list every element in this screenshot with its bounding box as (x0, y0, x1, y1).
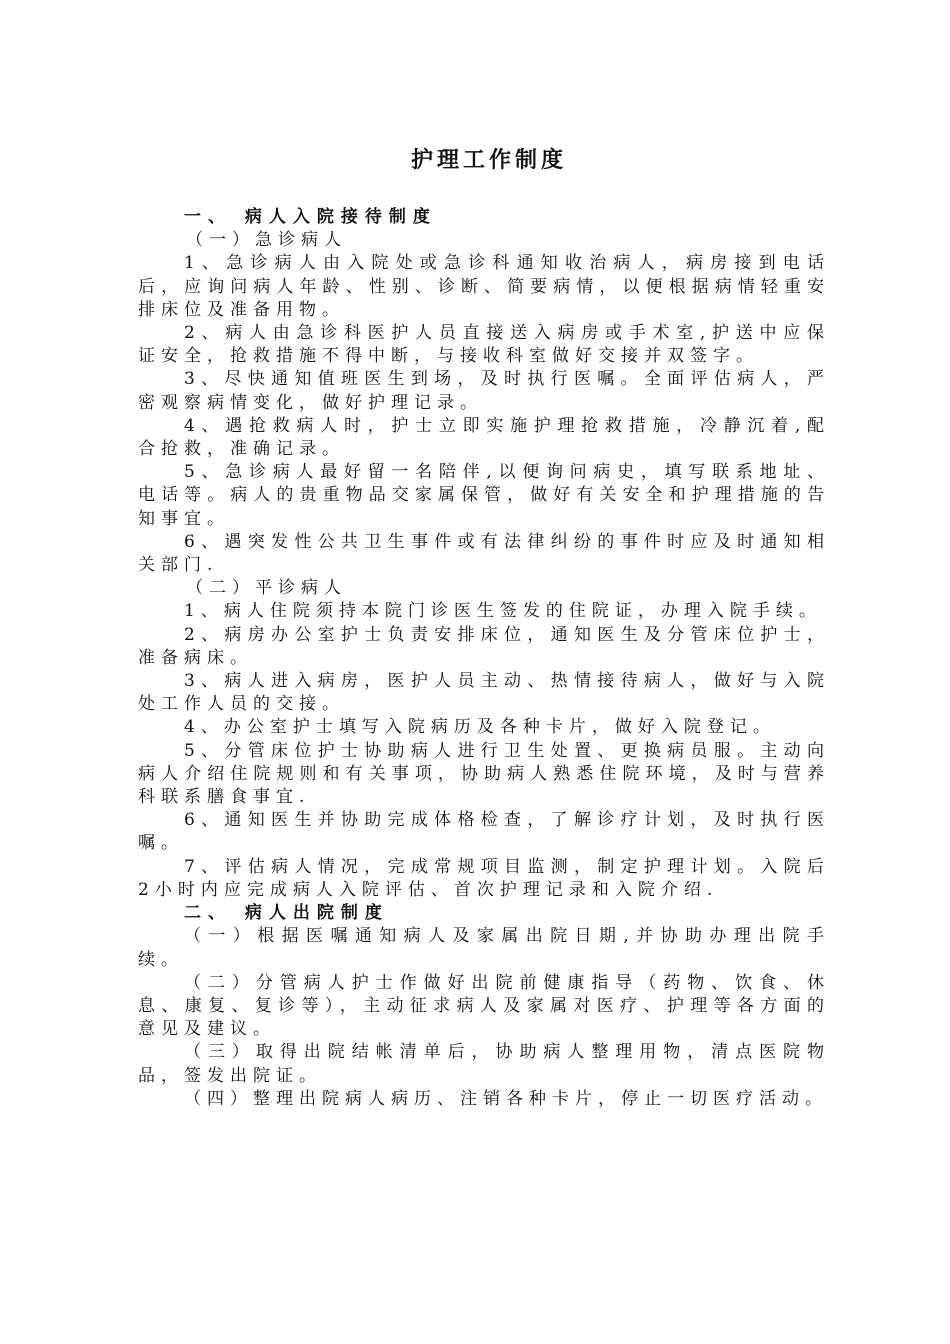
emergency-item-2: 2、病人由急诊科医护人员直接送入病房或手术室,护送中应保证安全，抢救措施不得中断，与接收科室做好交接并双签字。 (138, 323, 830, 367)
routine-item-5: 5、分管床位护士协助病人进行卫生处置、更换病员服。主动向病人介绍住院规则和有关事项，协助病人熟悉住院环境，及时与营养科联系膳食事宜. (138, 740, 830, 808)
document-title: 护理工作制度 (410, 148, 567, 173)
emergency-item-6: 6、遇突发性公共卫生事件或有法律纠纷的事件时应及时通知相关部门. (138, 531, 830, 576)
discharge-item-2: （二）分管病人护士作做好出院前健康指导（药物、饮食、休息、康复、复诊等），主动征求病人及家属对医疗、护理等各方面的意见及建议。 (138, 972, 830, 1040)
emergency-item-1: 1、急诊病人由入院处或急诊科通知收治病人，病房接到电话后，应询问病人年龄、性别、诊断、简要病情，以便根据病情轻重安排床位及准备用物。 (138, 253, 830, 320)
discharge-item-3: （三）取得出院结帐清单后，协助病人整理用物，清点医院物品，签发出院证。 (138, 1042, 830, 1086)
routine-item-2: 2、病房办公室护士负责安排床位，通知医生及分管床位护士，准备病床。 (138, 624, 830, 668)
subsection-heading-routine: （二）平诊病人 (186, 578, 347, 599)
routine-item-7: 7、评估病人情况，完成常规项目监测，制定护理计划。入院后2小时内应完成病人入院评估、首次护理记录和入院介绍. (138, 856, 830, 900)
routine-item-4: 4、办公室护士填写入院病历及各种卡片，做好入院登记。 (184, 717, 776, 738)
section-heading-admission: 一、 病人入院接待制度 (184, 207, 437, 227)
section-heading-discharge: 二、 病人出院制度 (184, 903, 389, 924)
emergency-item-4: 4、遇抢救病人时，护士立即实施护理抢救措施，冷静沉着,配合抢救，准确记录。 (138, 415, 830, 460)
document-body (138, 206, 830, 1111)
discharge-item-1: （一）根据医嘱通知病人及家属出院日期,并协助办理出院手续。 (138, 926, 830, 970)
discharge-item-4: （四）整理出院病人病历、注销各种卡片，停止一切医疗活动。 (184, 1088, 828, 1109)
routine-item-1: 1、病人住院须持本院门诊医生签发的住院证，办理入院手续。 (184, 601, 822, 622)
emergency-item-5: 5、急诊病人最好留一名陪伴,以便询问病史，填写联系地址、电话等。病人的贵重物品交家属保管，做好有关安全和护理措施的告知事宜。 (138, 462, 830, 529)
subsection-heading-emergency: （一）急诊病人 (186, 230, 347, 251)
routine-item-3: 3、病人进入病房，医护人员主动、热情接待病人，做好与入院处工作人员的交接。 (138, 671, 830, 715)
routine-item-6: 6、通知医生并协助完成体格检查，了解诊疗计划，及时执行医嘱。 (138, 810, 830, 854)
emergency-item-3: 3、尽快通知值班医生到场，及时执行医嘱。全面评估病人，严密观察病情变化，做好护理记录。 (138, 369, 830, 413)
